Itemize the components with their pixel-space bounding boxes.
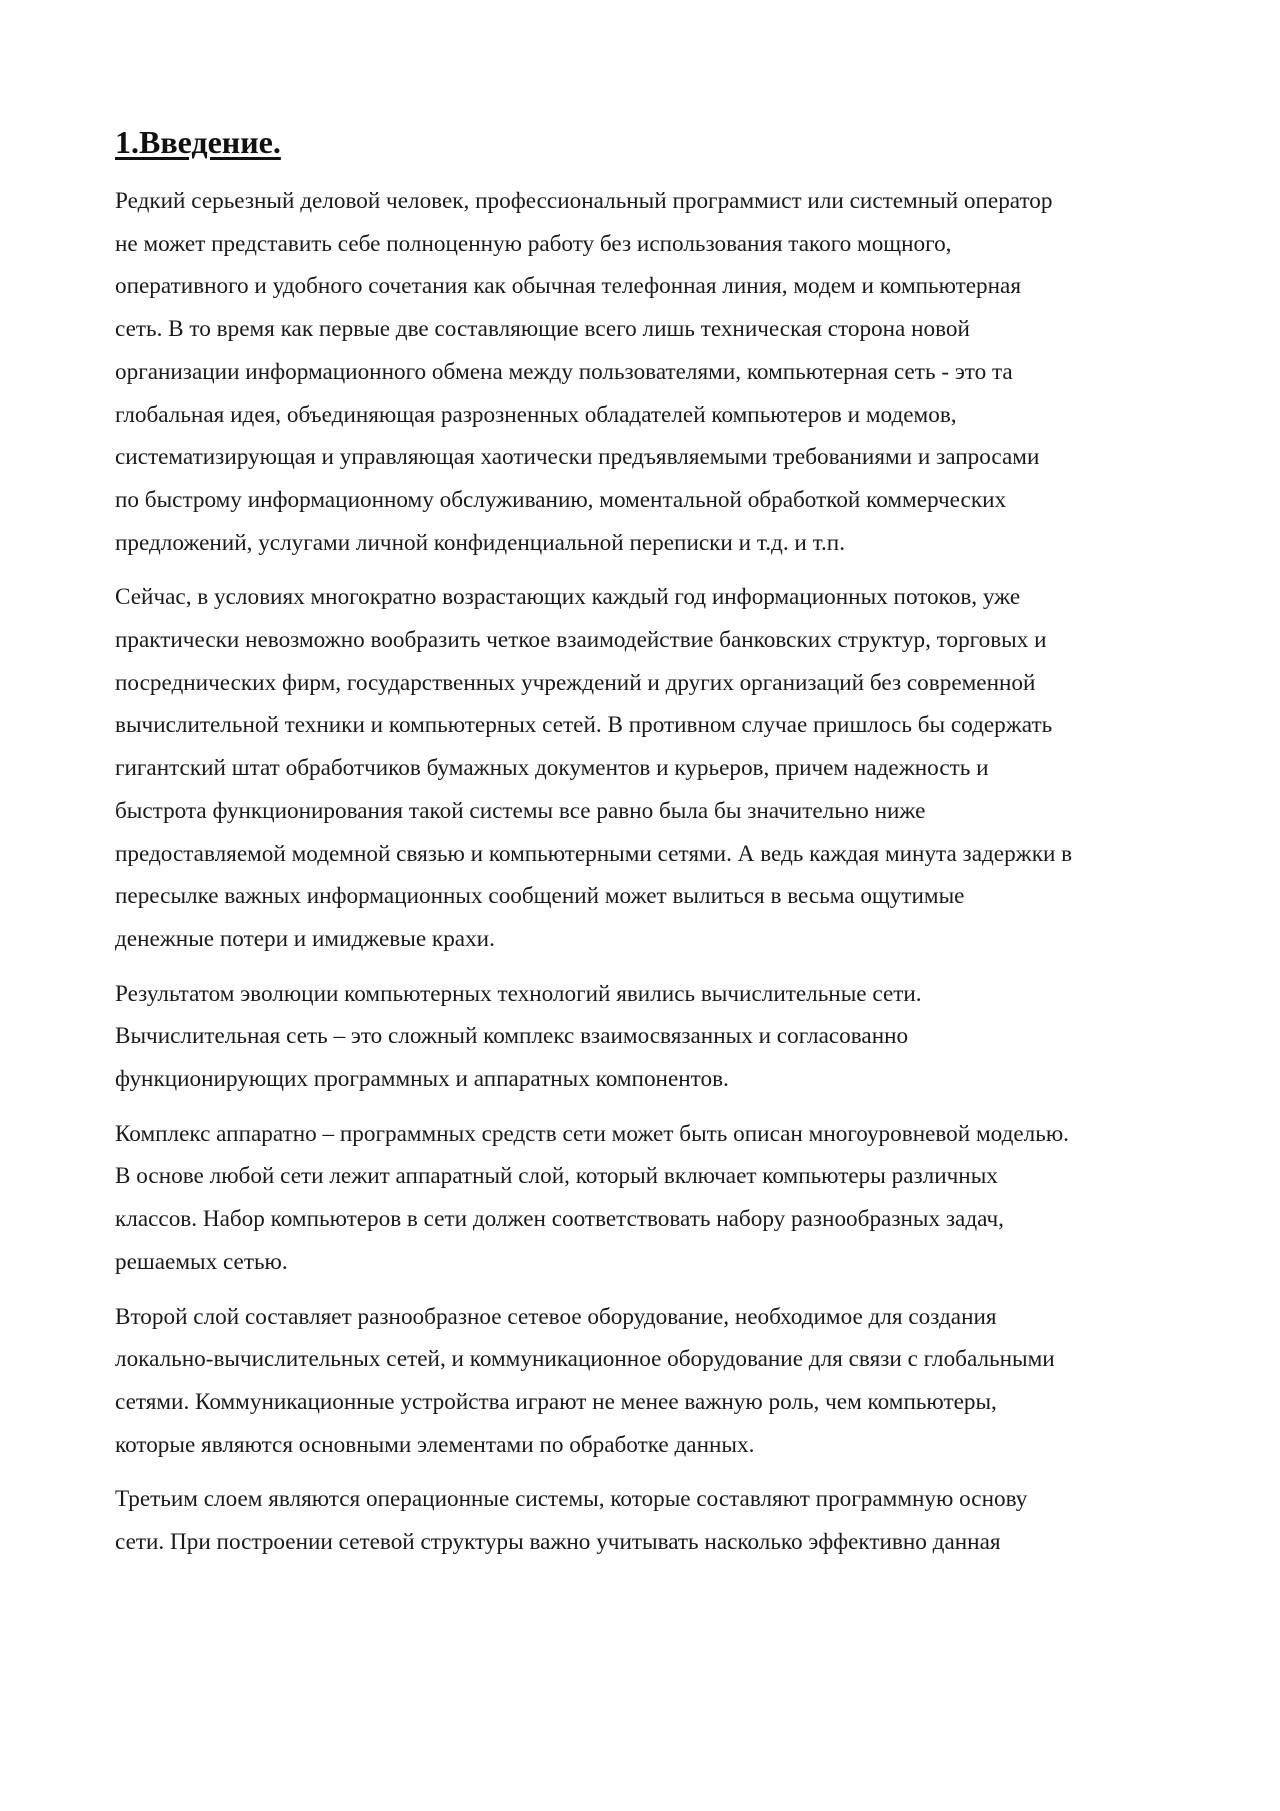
text-line: предоставляемой модемной связью и компьютерными сетями. А ведь каждая минута задержки в bbox=[115, 840, 1073, 867]
body-paragraph bbox=[115, 180, 1195, 564]
text-line: глобальная идея, объединяющая разрозненных обладателей компьютеров и модемов, bbox=[115, 401, 957, 428]
text-line: В основе любой сети лежит аппаратный слой, который включает компьютеры различных bbox=[115, 1163, 998, 1190]
text-line: функционирующих программных и аппаратных компонентов. bbox=[115, 1066, 729, 1093]
text-line: не может представить себе полноценную работу без использования такого мощного, bbox=[115, 230, 952, 257]
text-line: по быстрому информационному обслуживанию, моментальной обработкой коммерческих bbox=[115, 486, 1007, 513]
text-line: Третьим слоем являются операционные системы, которые составляют программную основу bbox=[115, 1486, 1028, 1513]
text-line: Результатом эволюции компьютерных технологий явились вычислительные сети. bbox=[115, 980, 922, 1007]
text-line: Вычислительная сеть – это сложный комплекс взаимосвязанных и согласованно bbox=[115, 1023, 909, 1050]
text-line: сетями. Коммуникационные устройства играют не менее важную роль, чем компьютеры, bbox=[115, 1388, 997, 1415]
body-paragraph bbox=[115, 973, 1195, 1101]
text-line: организации информационного обмена между пользователями, компьютерная сеть - это та bbox=[115, 358, 1013, 385]
document-body bbox=[115, 118, 1195, 1576]
text-line: решаемых сетью. bbox=[115, 1248, 288, 1275]
paragraph-list bbox=[115, 180, 1195, 1564]
text-line: посреднических фирм, государственных учреждений и других организаций без современной bbox=[115, 669, 1036, 696]
text-line: Редкий серьезный деловой человек, профессиональный программист или системный оператор bbox=[115, 188, 1053, 214]
text-line: локально-вычислительных сетей, и коммуникационное оборудование для связи с глобальными bbox=[115, 1346, 1055, 1373]
text-line: систематизирующая и управляющая хаотически предъявляемыми требованиями и запросами bbox=[115, 444, 1040, 471]
text-line: Сейчас, в условиях многократно возрастающих каждый год информационных потоков, уже bbox=[115, 584, 1021, 611]
text-line: практически невозможно вообразить четкое взаимодействие банковских структур, торговых и bbox=[115, 627, 1047, 654]
body-paragraph bbox=[115, 1296, 1195, 1467]
text-line: Второй слой составляет разнообразное сетевое оборудование, необходимое для создания bbox=[115, 1303, 997, 1330]
text-line: сети. При построении сетевой структуры важно учитывать насколько эффективно данная bbox=[115, 1529, 1001, 1556]
text-line: денежные потери и имиджевые крахи. bbox=[115, 925, 495, 952]
body-paragraph bbox=[115, 1113, 1195, 1284]
text-line: предложений, услугами личной конфиденциальной переписки и т.д. и т.п. bbox=[115, 529, 846, 556]
text-line: гигантский штат обработчиков бумажных документов и курьеров, причем надежность и bbox=[115, 755, 989, 782]
body-paragraph bbox=[115, 1478, 1195, 1563]
text-line: Комплекс аппаратно – программных средств сети может быть описан многоуровневой моделью. bbox=[115, 1120, 1069, 1147]
body-paragraph bbox=[115, 576, 1195, 960]
text-line: пересылке важных информационных сообщений может вылиться в весьма ощутимые bbox=[115, 883, 965, 910]
text-line: оперативного и удобного сочетания как обычная телефонная линия, модем и компьютерная bbox=[115, 273, 1022, 300]
text-line: которые являются основными элементами по обработке данных. bbox=[115, 1431, 755, 1458]
text-line: быстрота функционирования такой системы все равно была бы значительно ниже bbox=[115, 797, 926, 824]
section-heading: 1.Введение. bbox=[115, 124, 281, 160]
text-line: сеть. В то время как первые две составляющие всего лишь техническая сторона новой bbox=[115, 316, 970, 343]
text-line: вычислительной техники и компьютерных сетей. В противном случае пришлось бы содержать bbox=[115, 712, 1053, 739]
text-line: классов. Набор компьютеров в сети должен соответствовать набору разнообразных задач, bbox=[115, 1206, 1004, 1233]
